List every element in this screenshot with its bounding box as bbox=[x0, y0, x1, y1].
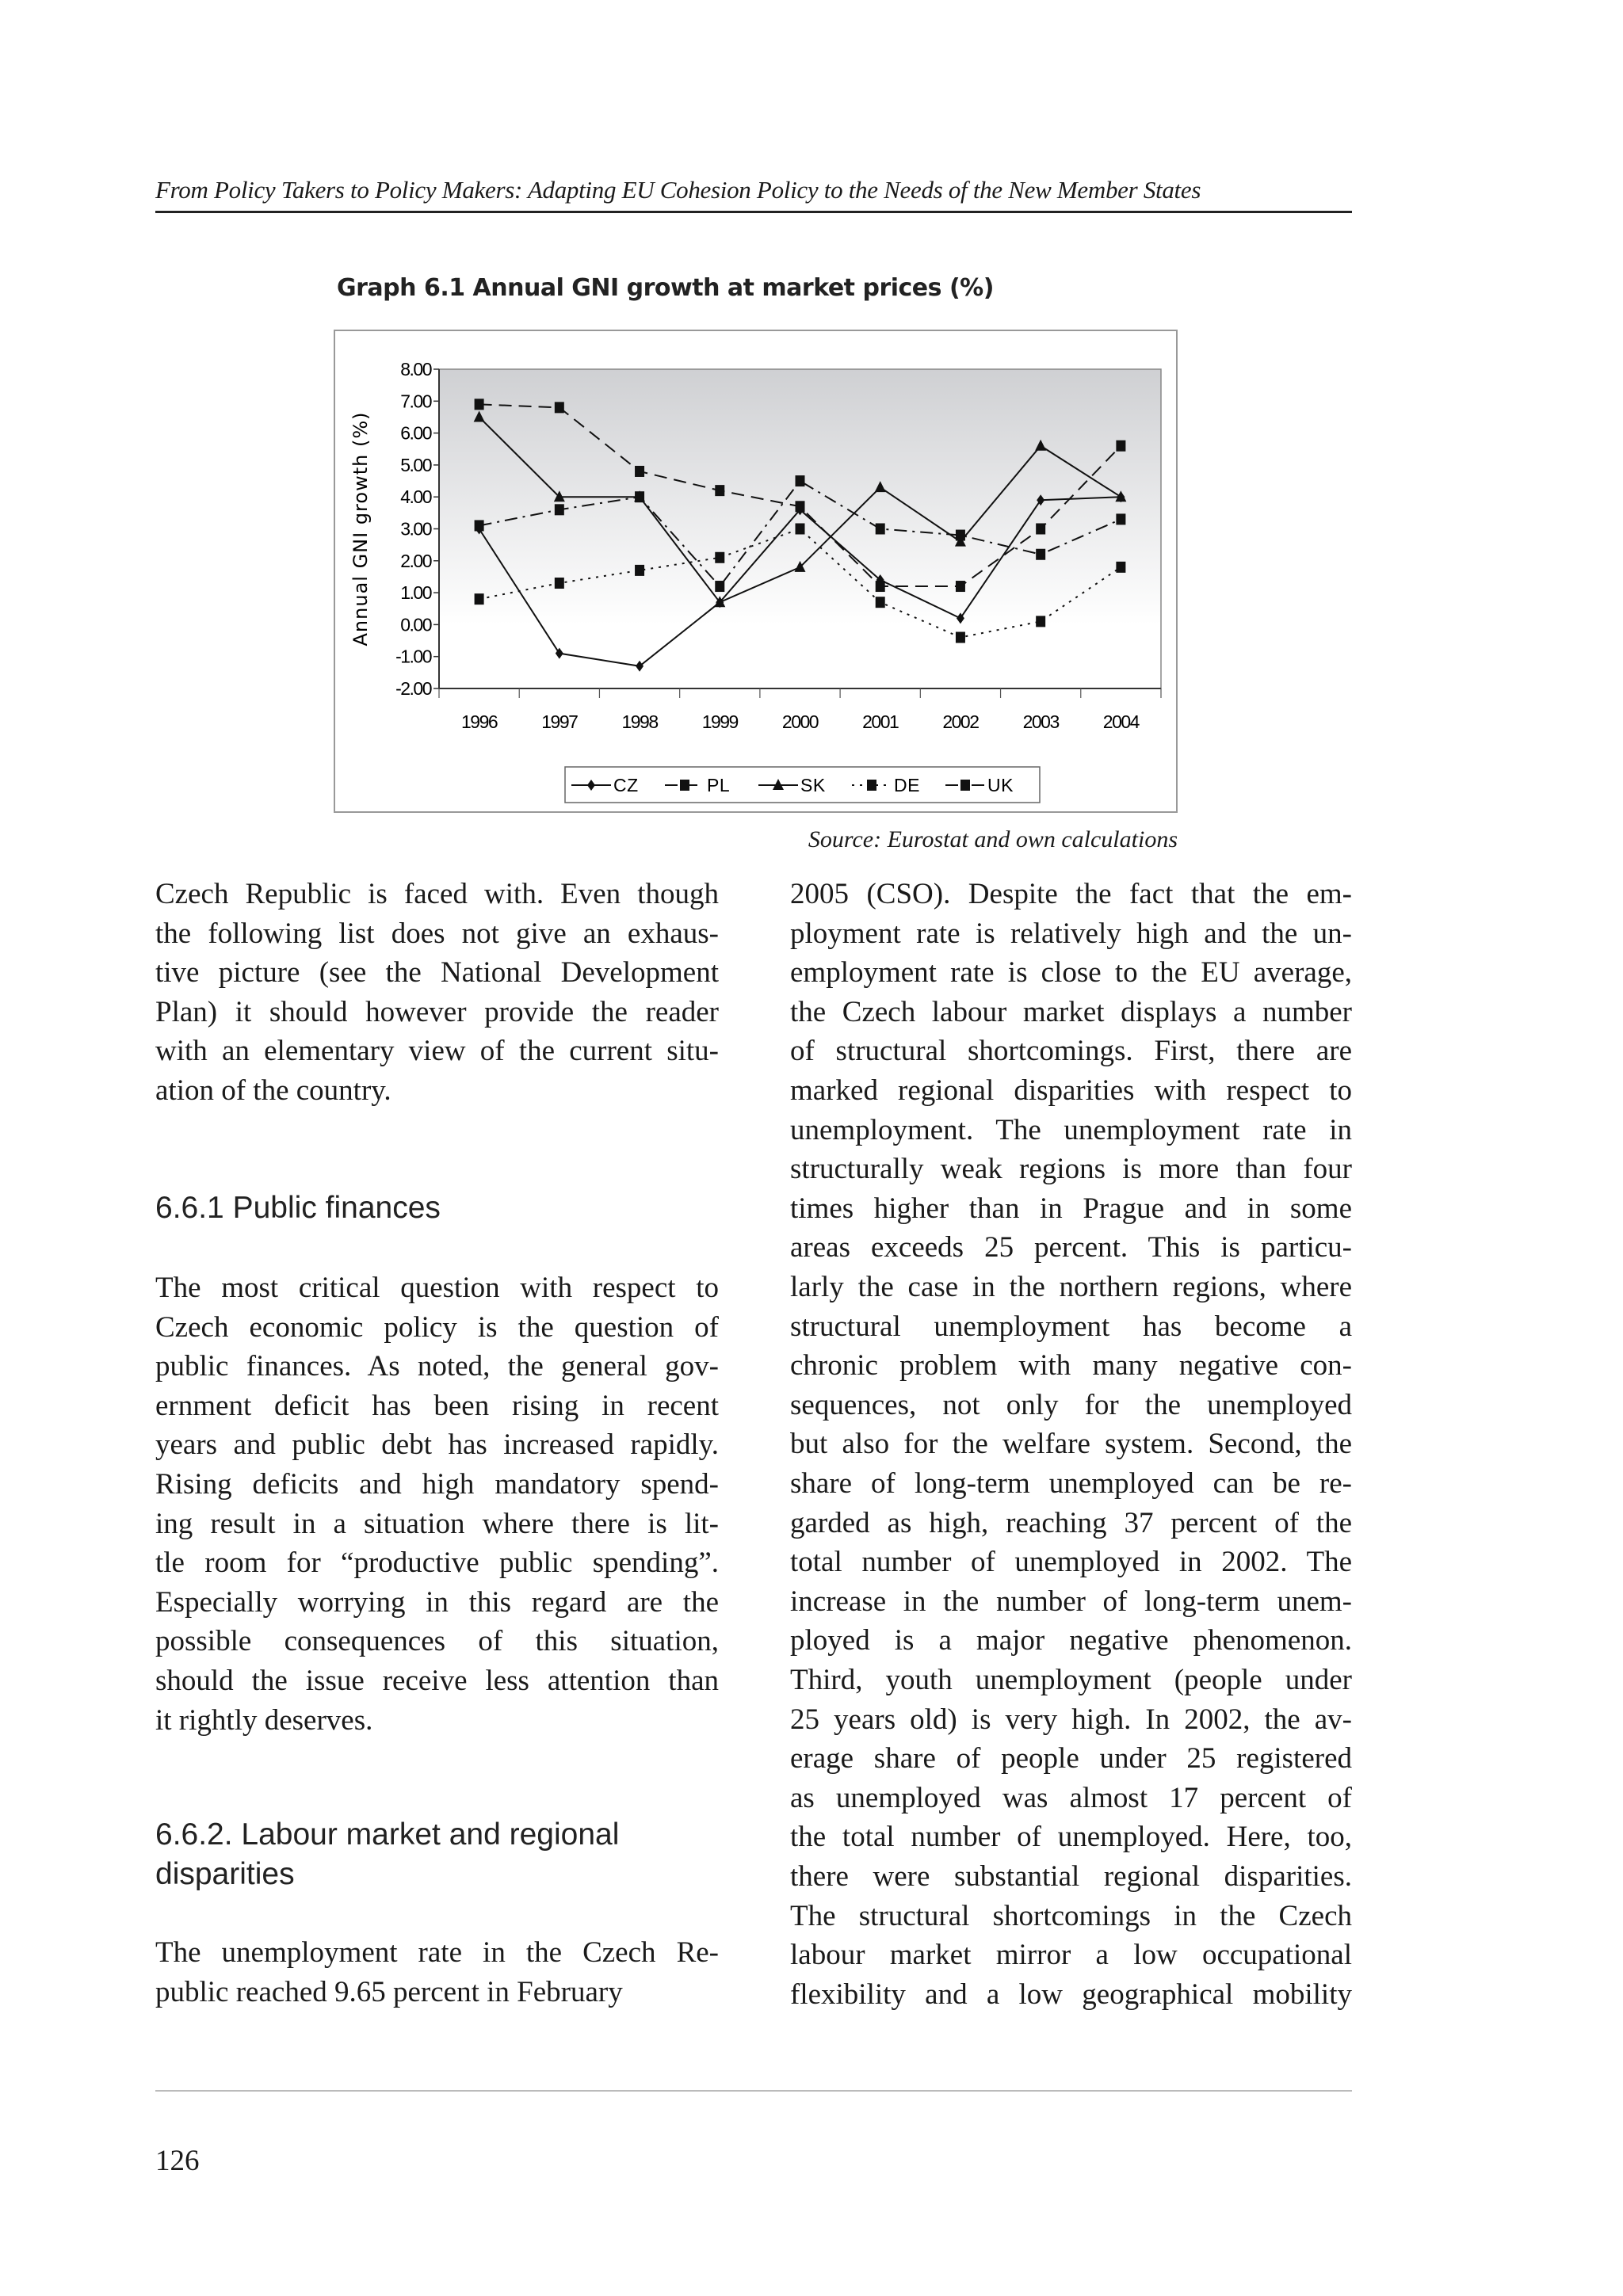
graph-title: Graph 6.1 Annual GNI growth at market prices (%) bbox=[337, 274, 994, 302]
x-tick-label: 2002 bbox=[942, 711, 979, 732]
paragraph-line: garded as high, reaching 37 percent of the bbox=[790, 1506, 1352, 1539]
square-marker bbox=[796, 524, 805, 535]
paragraph-line: structural unemployment has become a bbox=[790, 1310, 1352, 1343]
section-heading-public-finances: 6.6.1 Public finances bbox=[155, 1191, 441, 1225]
y-tick-label: 4.00 bbox=[400, 486, 431, 508]
y-tick-label: 7.00 bbox=[400, 391, 431, 412]
paragraph-line: unemployment. The unemployment rate in bbox=[790, 1113, 1352, 1146]
x-tick-label: 1999 bbox=[701, 711, 738, 732]
x-tick-label: 1996 bbox=[461, 711, 498, 732]
paragraph-line: tle room for “productive public spending”. bbox=[155, 1547, 719, 1580]
paragraph-line: public reached 9.65 percent in February bbox=[155, 1975, 623, 2008]
paragraph-line: Rising deficits and high mandatory spend- bbox=[155, 1468, 719, 1501]
paragraph-line: years and public debt has increased rapidly. bbox=[155, 1428, 719, 1462]
paragraph-line: possible consequences of this situation, bbox=[155, 1625, 719, 1658]
paragraph-line: chronic problem with many negative con- bbox=[790, 1349, 1352, 1383]
footer-rule bbox=[155, 2090, 1352, 2092]
square-marker bbox=[956, 632, 965, 643]
paragraph-line: Third, youth unemployment (people under bbox=[790, 1664, 1352, 1696]
paragraph-line: The most critical question with respect to bbox=[155, 1272, 719, 1304]
square-marker bbox=[956, 581, 965, 592]
paragraph-line: sequences, not only for the unemployed bbox=[790, 1388, 1352, 1421]
gni-growth-chart bbox=[334, 330, 1178, 813]
graph-source: Source: Eurostat and own calculations bbox=[808, 826, 1178, 852]
legend-label: SK bbox=[800, 775, 826, 795]
paragraph-line: there were substantial regional disparities. bbox=[790, 1860, 1352, 1893]
paragraph-line: should the issue receive less attention than bbox=[155, 1665, 719, 1697]
y-axis-title: Annual GNI growth (%) bbox=[349, 411, 372, 646]
square-marker bbox=[555, 402, 564, 413]
paragraph-line: Plan) it should however provide the reader bbox=[155, 995, 719, 1028]
paragraph-line: labour market mirror a low occupational bbox=[790, 1939, 1352, 1972]
section-heading-labour-market: disparities bbox=[155, 1857, 295, 1891]
x-tick-label: 2000 bbox=[781, 711, 819, 732]
square-marker bbox=[1036, 524, 1045, 535]
square-marker bbox=[876, 524, 885, 535]
square-marker bbox=[1036, 616, 1045, 627]
x-tick-label: 1997 bbox=[541, 711, 578, 732]
square-marker bbox=[1116, 441, 1125, 452]
paragraph-line: areas exceeds 25 percent. This is particu- bbox=[790, 1231, 1352, 1264]
paragraph-line: The structural shortcomings in the Czech bbox=[790, 1899, 1352, 1932]
square-marker bbox=[475, 520, 484, 531]
paragraph-line: of structural shortcomings. First, there are bbox=[790, 1035, 1352, 1068]
paragraph-line: The unemployment rate in the Czech Re- bbox=[155, 1936, 719, 1969]
y-tick-label: 2.00 bbox=[400, 550, 431, 571]
paragraph-line: tive picture (see the National Development bbox=[155, 956, 719, 990]
x-tick-label: 1998 bbox=[621, 711, 658, 732]
square-marker bbox=[956, 530, 965, 541]
y-tick-label: 5.00 bbox=[400, 454, 431, 475]
y-tick-label: 1.00 bbox=[400, 582, 431, 604]
paragraph-line: flexibility and a low geographical mobility bbox=[790, 1978, 1352, 2011]
square-marker bbox=[876, 581, 885, 592]
y-tick-label: -2.00 bbox=[395, 678, 431, 699]
paragraph-line: Czech Republic is faced with. Even though bbox=[155, 878, 719, 910]
paragraph-line: increase in the number of long-term unem- bbox=[790, 1585, 1352, 1618]
paragraph-line: ation of the country. bbox=[155, 1074, 391, 1107]
paragraph-line: marked regional disparities with respect to bbox=[790, 1074, 1352, 1107]
legend bbox=[565, 767, 1040, 803]
square-marker bbox=[555, 504, 564, 515]
square-marker bbox=[555, 578, 564, 589]
square-marker bbox=[475, 399, 484, 410]
square-marker bbox=[960, 780, 970, 791]
legend-label: UK bbox=[987, 775, 1014, 795]
paragraph-line: the following list does not give an exhaus- bbox=[155, 917, 719, 950]
paragraph-line: erage share of people under 25 registered bbox=[790, 1742, 1352, 1775]
paragraph-line: Czech economic policy is the question of bbox=[155, 1310, 719, 1344]
paragraph-line: employment rate is close to the EU average, bbox=[790, 956, 1352, 990]
page-number: 126 bbox=[155, 2145, 200, 2177]
y-tick-label: 8.00 bbox=[400, 359, 431, 379]
legend-label: DE bbox=[894, 775, 920, 795]
square-marker bbox=[635, 491, 644, 502]
paragraph-line: the Czech labour market displays a number bbox=[790, 995, 1352, 1028]
paragraph-line: Especially worrying in this regard are the bbox=[155, 1585, 719, 1619]
square-marker bbox=[796, 475, 805, 486]
legend-label: CZ bbox=[613, 775, 639, 795]
x-tick-label: 2001 bbox=[862, 711, 899, 732]
paragraph-line: ing result in a situation where there is lit- bbox=[155, 1507, 719, 1540]
square-marker bbox=[1116, 513, 1125, 524]
paragraph-line: ernment deficit has been rising in recent bbox=[155, 1389, 719, 1422]
square-marker bbox=[867, 780, 876, 791]
square-marker bbox=[715, 485, 724, 496]
y-tick-label: -1.00 bbox=[395, 646, 431, 667]
square-marker bbox=[796, 501, 805, 512]
paragraph-line: the total number of unemployed. Here, too, bbox=[790, 1821, 1352, 1854]
paragraph-line: it rightly deserves. bbox=[155, 1703, 373, 1737]
square-marker bbox=[876, 597, 885, 608]
paragraph-line: times higher than in Prague and in some bbox=[790, 1192, 1352, 1225]
paragraph-line: 25 years old) is very high. In 2002, the av- bbox=[790, 1703, 1352, 1736]
square-marker bbox=[1036, 549, 1045, 560]
x-tick-label: 2004 bbox=[1102, 711, 1139, 732]
paragraph-line: ployed is a major negative phenomenon. bbox=[790, 1624, 1352, 1657]
paragraph-line: share of long-term unemployed can be re- bbox=[790, 1467, 1352, 1500]
paragraph-line: but also for the welfare system. Second, the bbox=[790, 1428, 1352, 1461]
y-tick-label: 3.00 bbox=[400, 518, 431, 540]
running-header: From Policy Takers to Policy Makers: Adapting EU Cohesion Policy to the Needs of the New Member States bbox=[155, 176, 1201, 204]
square-marker bbox=[715, 552, 724, 563]
section-heading-labour-market: 6.6.2. Labour market and regional bbox=[155, 1817, 620, 1852]
square-marker bbox=[635, 466, 644, 477]
legend-label: PL bbox=[707, 775, 731, 795]
paragraph-line: public finances. As noted, the general gov- bbox=[155, 1350, 719, 1383]
square-marker bbox=[475, 593, 484, 605]
paragraph-line: total number of unemployed in 2002. The bbox=[790, 1546, 1352, 1579]
header-rule bbox=[155, 211, 1352, 213]
paragraph-line: larly the case in the northern regions, where bbox=[790, 1271, 1352, 1303]
x-tick-label: 2003 bbox=[1022, 711, 1059, 732]
square-marker bbox=[1116, 562, 1125, 573]
y-tick-label: 6.00 bbox=[400, 422, 431, 444]
paragraph-line: structurally weak regions is more than four bbox=[790, 1153, 1352, 1186]
paragraph-line: 2005 (CSO). Despite the fact that the em- bbox=[790, 878, 1352, 910]
paragraph-line: ployment rate is relatively high and the un- bbox=[790, 917, 1352, 950]
paragraph-line: with an elementary view of the current situ- bbox=[155, 1035, 719, 1068]
square-marker bbox=[635, 565, 644, 576]
square-marker bbox=[715, 581, 724, 592]
paragraph-line: as unemployed was almost 17 percent of bbox=[790, 1781, 1352, 1814]
square-marker bbox=[680, 780, 689, 791]
y-tick-label: 0.00 bbox=[400, 614, 431, 635]
